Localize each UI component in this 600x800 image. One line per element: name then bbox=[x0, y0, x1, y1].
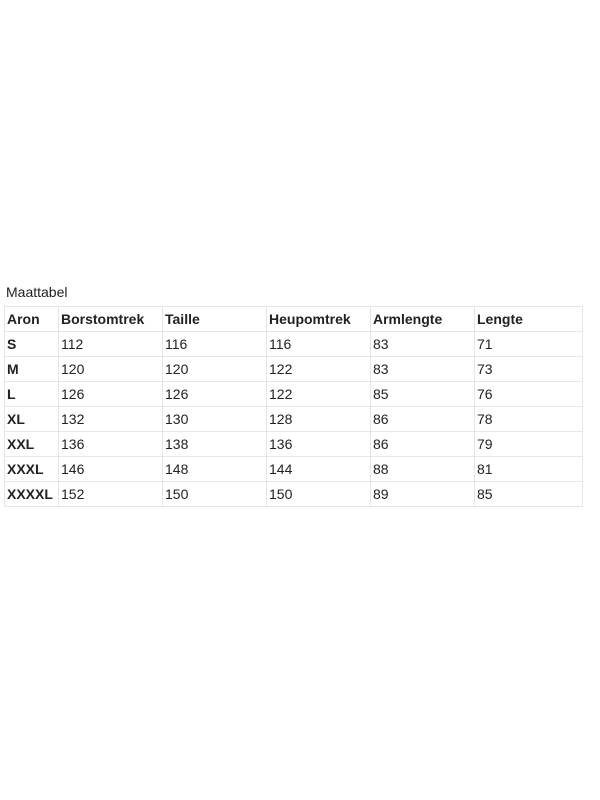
size-label: XXXXL bbox=[5, 482, 59, 507]
size-label: M bbox=[5, 357, 59, 382]
chest-value: 152 bbox=[59, 482, 163, 507]
chest-value: 132 bbox=[59, 407, 163, 432]
column-header-size: Aron bbox=[5, 307, 59, 332]
arm-length-value: 86 bbox=[371, 432, 475, 457]
hip-value: 122 bbox=[267, 382, 371, 407]
size-label: S bbox=[5, 332, 59, 357]
page-title: Maattabel bbox=[6, 284, 68, 300]
length-value: 79 bbox=[475, 432, 583, 457]
table-header-row bbox=[5, 307, 583, 332]
column-header-arm-length: Armlengte bbox=[371, 307, 475, 332]
column-header-chest: Borstomtrek bbox=[59, 307, 163, 332]
length-value: 76 bbox=[475, 382, 583, 407]
arm-length-value: 88 bbox=[371, 457, 475, 482]
arm-length-value: 85 bbox=[371, 382, 475, 407]
table-row bbox=[5, 407, 583, 432]
size-label: XL bbox=[5, 407, 59, 432]
length-value: 73 bbox=[475, 357, 583, 382]
column-header-waist: Taille bbox=[163, 307, 267, 332]
arm-length-value: 83 bbox=[371, 357, 475, 382]
size-label: XXXL bbox=[5, 457, 59, 482]
chest-value: 112 bbox=[59, 332, 163, 357]
waist-value: 116 bbox=[163, 332, 267, 357]
size-label: L bbox=[5, 382, 59, 407]
hip-value: 116 bbox=[267, 332, 371, 357]
table-row bbox=[5, 332, 583, 357]
chest-value: 146 bbox=[59, 457, 163, 482]
arm-length-value: 86 bbox=[371, 407, 475, 432]
waist-value: 126 bbox=[163, 382, 267, 407]
length-value: 71 bbox=[475, 332, 583, 357]
waist-value: 150 bbox=[163, 482, 267, 507]
hip-value: 128 bbox=[267, 407, 371, 432]
waist-value: 120 bbox=[163, 357, 267, 382]
hip-value: 144 bbox=[267, 457, 371, 482]
size-label: XXL bbox=[5, 432, 59, 457]
waist-value: 148 bbox=[163, 457, 267, 482]
table-row bbox=[5, 357, 583, 382]
waist-value: 138 bbox=[163, 432, 267, 457]
arm-length-value: 83 bbox=[371, 332, 475, 357]
hip-value: 150 bbox=[267, 482, 371, 507]
table-row bbox=[5, 482, 583, 507]
chest-value: 120 bbox=[59, 357, 163, 382]
length-value: 81 bbox=[475, 457, 583, 482]
table-row bbox=[5, 382, 583, 407]
table-row bbox=[5, 432, 583, 457]
column-header-hip: Heupomtrek bbox=[267, 307, 371, 332]
chest-value: 126 bbox=[59, 382, 163, 407]
chest-value: 136 bbox=[59, 432, 163, 457]
hip-value: 122 bbox=[267, 357, 371, 382]
arm-length-value: 89 bbox=[371, 482, 475, 507]
size-chart bbox=[4, 280, 582, 507]
waist-value: 130 bbox=[163, 407, 267, 432]
length-value: 85 bbox=[475, 482, 583, 507]
hip-value: 136 bbox=[267, 432, 371, 457]
column-header-length: Lengte bbox=[475, 307, 583, 332]
length-value: 78 bbox=[475, 407, 583, 432]
size-table bbox=[4, 306, 583, 507]
table-row bbox=[5, 457, 583, 482]
